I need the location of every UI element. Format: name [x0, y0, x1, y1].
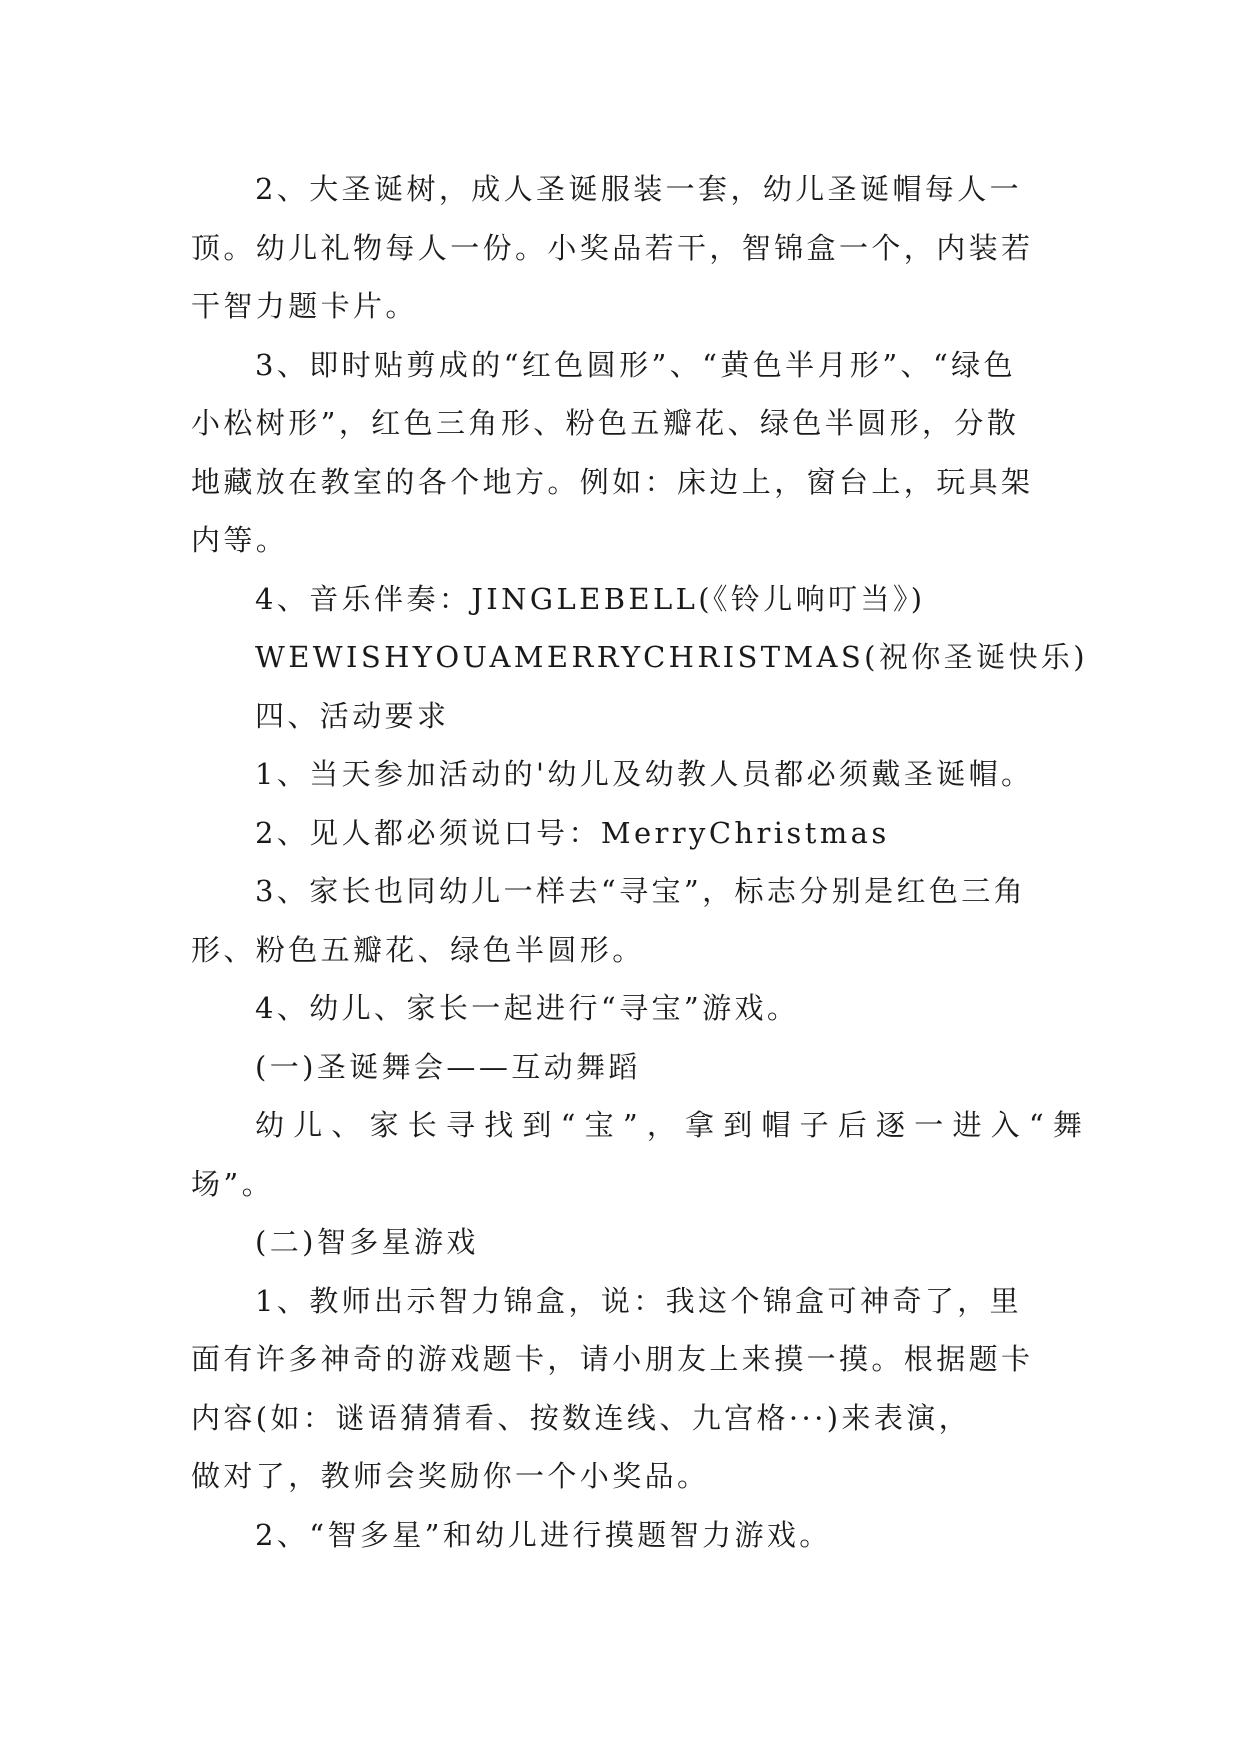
text-line: 1、当天参加活动的'幼儿及幼教人员都必须戴圣诞帽。 [255, 757, 1034, 791]
paragraph-music-2 [191, 628, 1088, 687]
paragraph-requirement-3 [191, 862, 1051, 979]
text-line: 四、活动要求 [255, 698, 450, 733]
paragraph-game-2 [191, 1506, 1051, 1565]
text-line: 小松树形”，红色三角形、粉色五瓣花、绿色半圆形，分散 [191, 406, 1020, 440]
text-line: 干智力题卡片。 [191, 289, 418, 323]
document-body [191, 160, 1092, 1564]
text-line: 内等。 [191, 523, 289, 557]
text-line: 地藏放在教室的各个地方。例如：床边上，窗台上，玩具架 [191, 464, 1034, 499]
text-line: 内容(如：谜语猜猜看、按数连线、九宫格···)来表演， [191, 1400, 972, 1435]
text-line: 2、大圣诞树，成人圣诞服装一套，幼儿圣诞帽每人一 [255, 172, 1023, 206]
text-line: (二)智多星游戏 [255, 1225, 479, 1259]
text-line: 场”。 [191, 1166, 275, 1201]
paragraph-requirement-2 [191, 804, 1051, 863]
paragraph-requirement-4 [191, 979, 1051, 1038]
section-heading-requirements [191, 687, 1051, 746]
paragraph-materials-3 [191, 336, 1051, 570]
paragraph-dance [191, 1096, 1092, 1213]
text-line: 4、音乐伴奏：JINGLEBELL(《铃儿响叮当》) [255, 581, 926, 616]
text-line: 幼儿、家长寻找到“宝”，拿到帽子后逐一进入“舞 [255, 1108, 1092, 1142]
text-line: 做对了，教师会奖励你一个小奖品。 [191, 1459, 710, 1493]
paragraph-game-1 [191, 1272, 1051, 1506]
text-line: 形、粉色五瓣花、绿色半圆形。 [191, 932, 645, 967]
text-line: (一)圣诞舞会——互动舞蹈 [255, 1049, 641, 1084]
text-line: 3、即时贴剪成的“红色圆形”、“黄色半月形”、“绿色 [255, 347, 1016, 382]
paragraph-requirement-1 [191, 745, 1051, 804]
text-line: 2、“智多星”和幼儿进行摸题智力游戏。 [255, 1517, 832, 1552]
text-line: 1、教师出示智力锦盒，说：我这个锦盒可神奇了，里 [255, 1283, 1023, 1318]
text-line: 4、幼儿、家长一起进行“寻宝”游戏。 [255, 991, 800, 1025]
text-line: 2、见人都必须说口号：MerryChristmas [255, 815, 890, 850]
subheading-game [191, 1213, 1051, 1272]
text-line: 顶。幼儿礼物每人一份。小奖品若干，智锦盒一个，内装若 [191, 230, 1034, 265]
text-line: 3、家长也同幼儿一样去“寻宝”，标志分别是红色三角 [255, 874, 1027, 908]
subheading-dance [191, 1038, 1051, 1097]
paragraph-materials-2 [191, 160, 1051, 336]
text-line: 面有许多神奇的游戏题卡，请小朋友上来摸一摸。根据题卡 [191, 1342, 1034, 1376]
text-line: WEWISHYOUAMERRYCHRISTMAS(祝你圣诞快乐) [255, 640, 1088, 674]
paragraph-materials-4 [191, 570, 1051, 629]
